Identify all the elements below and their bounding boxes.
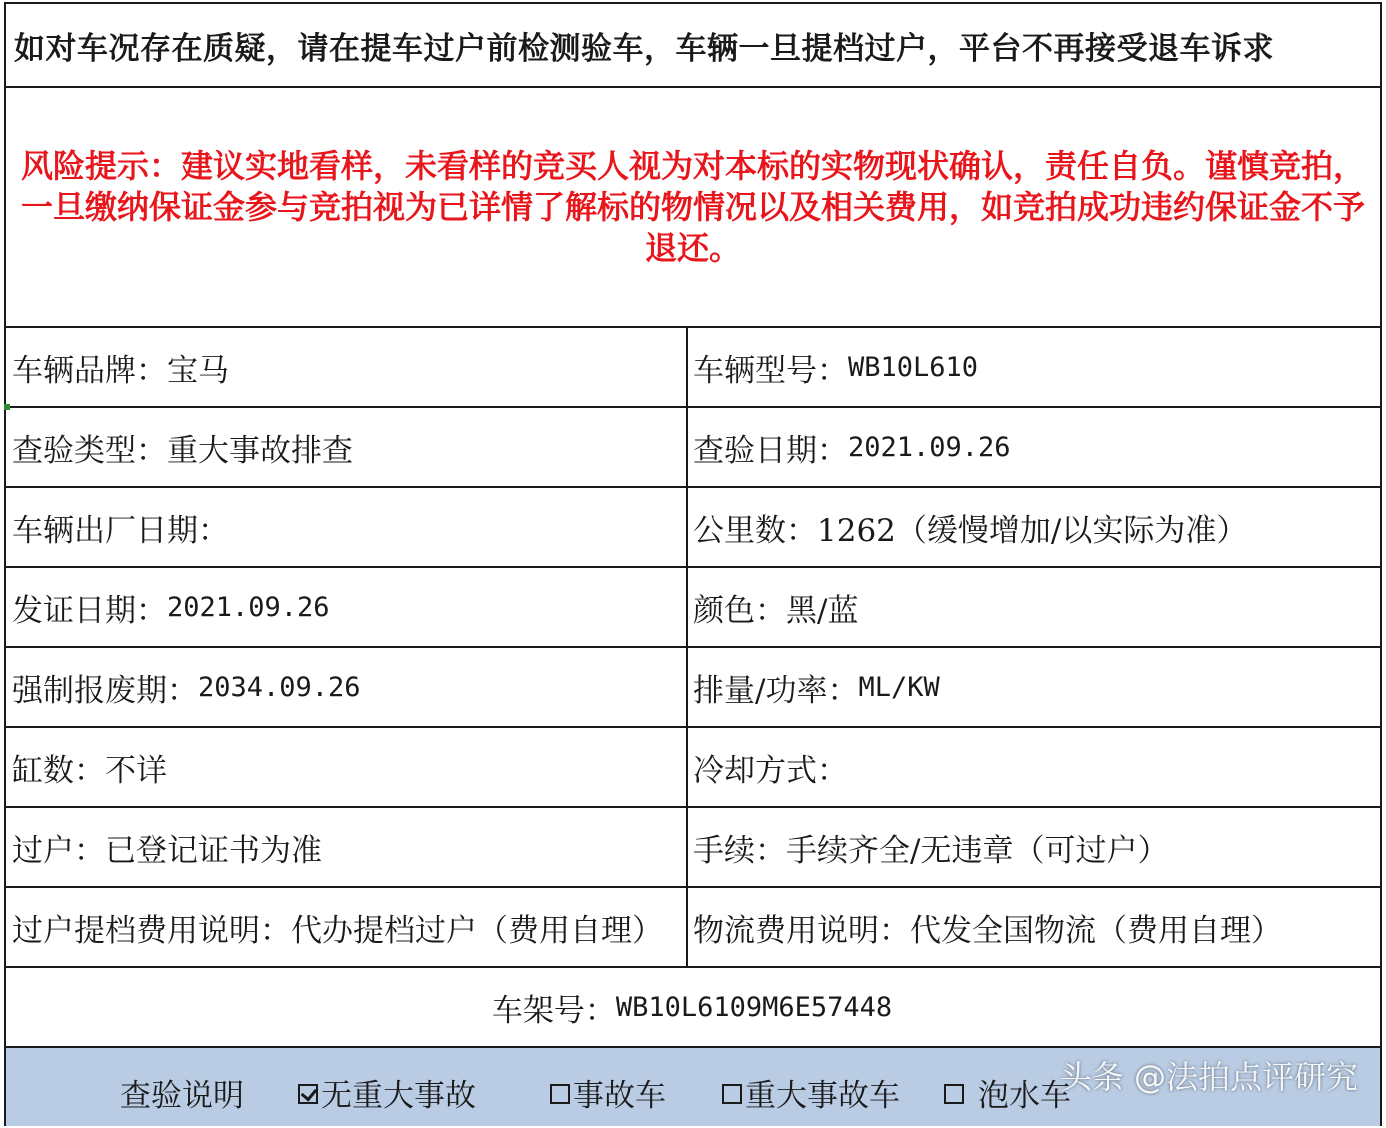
field-label: 手续： [693,832,786,869]
field-label: 物流费用说明： [693,912,910,949]
info-cell-scrap-date [6,648,688,726]
field-label: 过户： [12,832,105,869]
vin-row [6,968,1380,1048]
info-cell-mileage [688,488,1380,566]
field-value: WB10L610 [848,351,979,383]
field-label: 颜色： [693,592,786,629]
option-label: 重大事故车 [745,1078,900,1114]
footer-title [120,1070,244,1115]
risk-text: 风险提示：建议实地看样，未看样的竞买人视为对本标的实物现状确认，责任自负。谨慎竞拍，一旦缴纳保证金参与竞拍视为已详情了解标的物情况以及相关费用，如竞拍成功违约保证金不予退还。 [20,146,1365,267]
option-flooded-car [944,1070,1071,1115]
info-cell-brand [6,328,688,406]
info-cell-color [688,568,1380,646]
notice-banner [6,4,1380,88]
field-label: 过户提档费用说明： [12,912,291,949]
field-label: 强制报废期： [12,672,198,709]
info-row-cylinders [6,728,1380,808]
footer-title-text: 查验说明 [120,1078,244,1114]
info-row-factory [6,488,1380,568]
field-label: 车辆型号： [693,352,848,389]
info-cell-logistics-fee [688,888,1380,966]
option-accident-car [550,1070,666,1115]
info-row-transfer [6,808,1380,888]
notice-text: 如对车况存在质疑，请在提车过户前检测验车，车辆一旦提档过户，平台不再接受退车诉求 [14,30,1274,67]
field-value: 1262（缓慢增加/以实际为准） [817,512,1248,549]
info-cell-inspection-type [6,408,688,486]
field-label: 车辆品牌： [12,352,167,389]
info-row-inspection [6,408,1380,488]
info-cell-procedures [688,808,1380,886]
checkbox-icon [944,1084,964,1104]
field-value: 已登记证书为准 [105,832,322,869]
field-value: 宝马 [167,352,229,389]
info-cell-transfer-fee [6,888,688,966]
checkbox-icon [550,1084,570,1104]
field-value: 2034.09.26 [198,671,361,703]
checkbox-icon [722,1084,742,1104]
field-label: 公里数： [693,512,817,549]
info-cell-model [688,328,1380,406]
info-row-scrap [6,648,1380,728]
field-label: 发证日期： [12,592,167,629]
info-row-issue [6,568,1380,648]
field-value: 2021.09.26 [167,591,330,623]
info-cell-issue-date [6,568,688,646]
info-row-brand [6,328,1380,408]
field-value: 黑/蓝 [786,592,859,629]
option-label: 事故车 [573,1078,666,1114]
info-cell-inspection-date [688,408,1380,486]
vin-value: WB10L6109M6E57448 [615,991,893,1023]
vin-label: 车架号： [491,992,616,1029]
option-label: 泡水车 [978,1078,1071,1114]
option-label: 无重大事故 [321,1078,476,1114]
watermark: 头条 @法拍点评研究 [1059,1058,1358,1096]
field-value: 手续齐全/无违章（可过户） [786,832,1169,869]
info-row-fees [6,888,1380,968]
field-value: 重大事故排查 [167,432,353,469]
field-label: 冷却方式： [693,752,848,789]
info-cell-cylinders [6,728,688,806]
info-cell-factory-date [6,488,688,566]
option-major-accident-car [722,1070,900,1115]
field-label: 查验日期： [693,432,848,469]
field-value: ML/KW [858,671,940,703]
cell-corner-marker [4,404,10,410]
field-label: 缸数： [12,752,105,789]
info-cell-transfer [6,808,688,886]
checked-box-icon [298,1084,318,1104]
field-label: 查验类型： [12,432,167,469]
option-no-major-accident [298,1070,476,1115]
field-value: 代发全国物流（费用自理） [910,912,1282,949]
risk-warning [6,88,1380,328]
info-cell-displacement [688,648,1380,726]
info-cell-cooling [688,728,1380,806]
field-value: 不详 [105,752,167,789]
field-label: 排量/功率： [693,672,859,709]
inspection-sheet [4,2,1382,1126]
field-label: 车辆出厂日期： [12,512,229,549]
field-value: 2021.09.26 [848,431,1011,463]
field-value: 代办提档过户（费用自理） [291,912,663,949]
